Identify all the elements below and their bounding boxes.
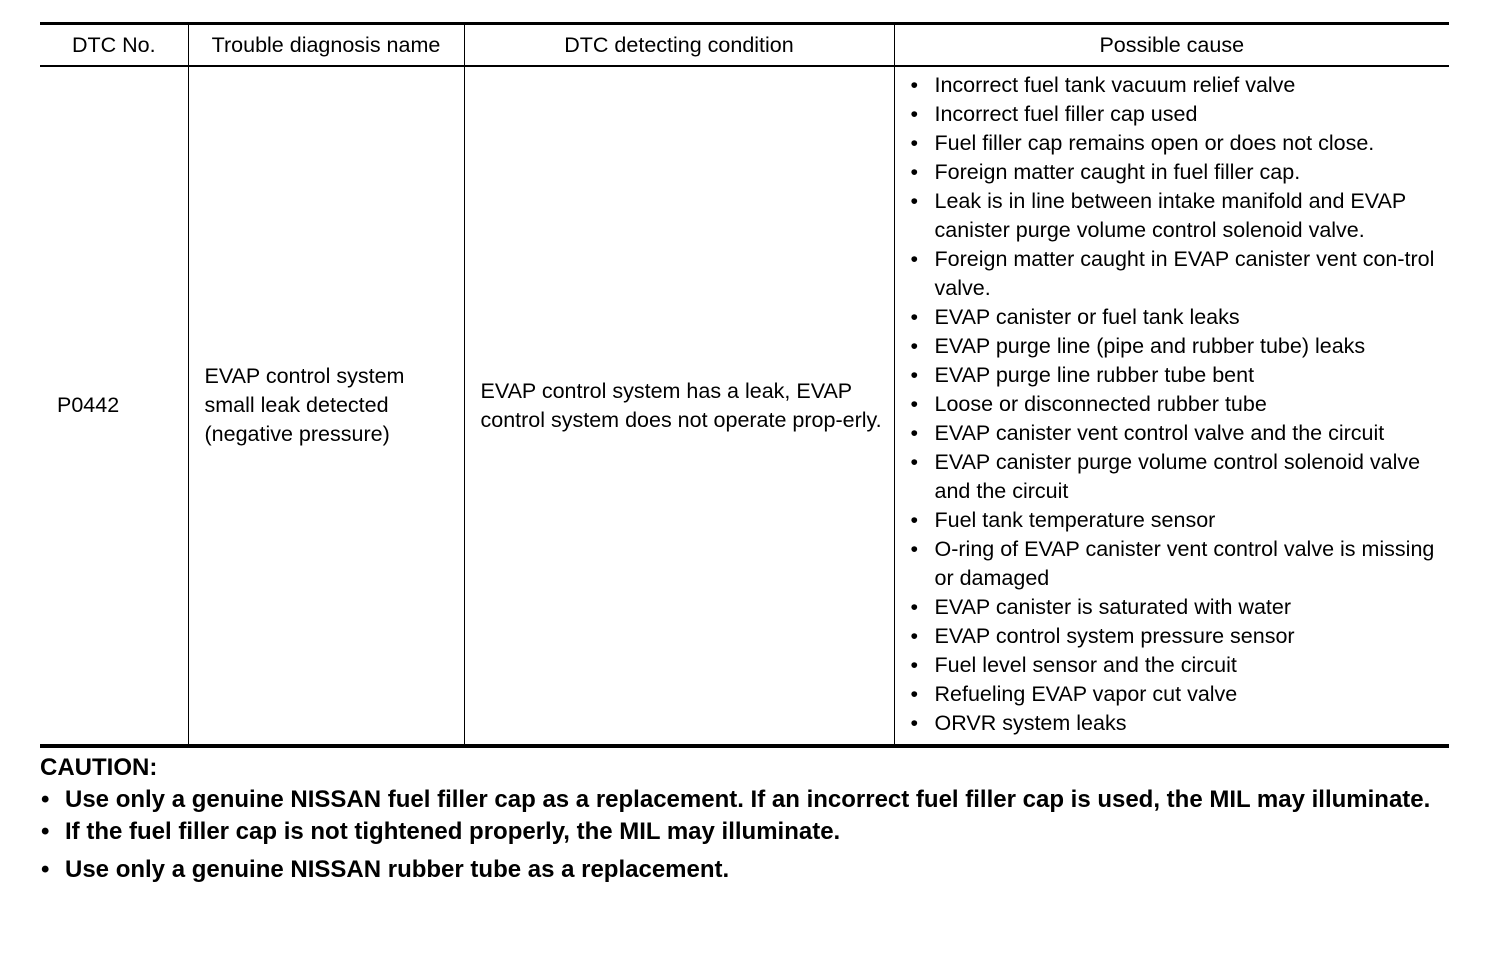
bullet-icon: • — [910, 624, 919, 648]
cell-dtc-no: P0442 — [40, 66, 188, 746]
table-row — [40, 66, 1449, 746]
caution-title: CAUTION: — [40, 754, 158, 781]
possible-cause-item — [911, 506, 1442, 535]
possible-cause-text: EVAP control system pressure sensor — [934, 624, 1295, 648]
bullet-icon: • — [910, 711, 919, 735]
dtc-table-header — [40, 24, 1449, 67]
possible-cause-item — [911, 158, 1442, 187]
bullet-icon: • — [910, 508, 919, 532]
possible-cause-item — [911, 361, 1442, 390]
possible-cause-list — [911, 71, 1442, 738]
caution-list — [40, 784, 1449, 886]
bullet-icon: • — [910, 334, 919, 358]
possible-cause-item — [911, 535, 1442, 593]
possible-cause-item — [911, 129, 1442, 158]
possible-cause-text: Incorrect fuel tank vacuum relief valve — [934, 73, 1296, 97]
cell-diagnosis-name: EVAP control system small leak detected (negative pressure) — [188, 66, 464, 746]
possible-cause-text: Loose or disconnected rubber tube — [934, 392, 1267, 416]
possible-cause-text: EVAP canister purge volume control solenoid valve and the circuit — [934, 450, 1421, 503]
header-trouble-diagnosis-name: Trouble diagnosis name — [188, 24, 464, 67]
caution-item-text: Use only a genuine NISSAN rubber tube as a replacement. — [65, 856, 730, 883]
possible-cause-item — [911, 680, 1442, 709]
possible-cause-item — [911, 187, 1442, 245]
possible-cause-item — [911, 448, 1442, 506]
caution-item-text: Use only a genuine NISSAN fuel filler cap as a replacement. If an incorrect fuel filler cap is used, the MIL may illuminate. — [65, 786, 1431, 813]
possible-cause-item — [911, 709, 1442, 738]
caution-item — [40, 854, 1449, 886]
possible-cause-text: Fuel level sensor and the circuit — [934, 653, 1237, 677]
possible-cause-item — [911, 245, 1442, 303]
bullet-icon: • — [910, 131, 919, 155]
bullet-icon: • — [41, 818, 50, 845]
dtc-table — [40, 22, 1449, 748]
caution-item — [40, 784, 1449, 816]
cell-detecting-condition: EVAP control system has a leak, EVAP control system does not operate prop-erly. — [464, 66, 894, 746]
header-dtc-no: DTC No. — [40, 24, 188, 67]
possible-cause-text: EVAP purge line rubber tube bent — [934, 363, 1255, 387]
caution-block — [40, 752, 1449, 886]
bullet-icon: • — [910, 305, 919, 329]
bullet-icon: • — [910, 189, 919, 213]
possible-cause-item — [911, 332, 1442, 361]
bullet-icon: • — [910, 363, 919, 387]
possible-cause-text: Foreign matter caught in fuel filler cap. — [934, 160, 1301, 184]
possible-cause-text: EVAP canister vent control valve and the circuit — [934, 421, 1385, 445]
possible-cause-text: Fuel filler cap remains open or does not close. — [934, 131, 1375, 155]
caution-item-text: If the fuel filler cap is not tightened properly, the MIL may illuminate. — [65, 818, 841, 845]
bullet-icon: • — [910, 653, 919, 677]
bullet-icon: • — [910, 160, 919, 184]
header-dtc-detecting-condition: DTC detecting condition — [464, 24, 894, 67]
possible-cause-text: O-ring of EVAP canister vent control valve is missing or damaged — [934, 537, 1435, 590]
bullet-icon: • — [910, 73, 919, 97]
possible-cause-text: EVAP canister or fuel tank leaks — [934, 305, 1240, 329]
bullet-icon: • — [910, 450, 919, 474]
possible-cause-text: Foreign matter caught in EVAP canister vent con-trol valve. — [934, 247, 1435, 300]
bullet-icon: • — [910, 537, 919, 561]
possible-cause-item — [911, 100, 1442, 129]
document-page — [40, 22, 1449, 886]
possible-cause-text: Fuel tank temperature sensor — [934, 508, 1216, 532]
bullet-icon: • — [910, 102, 919, 126]
cell-possible-cause — [894, 66, 1449, 746]
possible-cause-text: EVAP purge line (pipe and rubber tube) leaks — [934, 334, 1366, 358]
possible-cause-text: Refueling EVAP vapor cut valve — [934, 682, 1238, 706]
bullet-icon: • — [41, 856, 50, 883]
possible-cause-item — [911, 419, 1442, 448]
header-possible-cause: Possible cause — [894, 24, 1449, 67]
possible-cause-text: ORVR system leaks — [934, 711, 1127, 735]
possible-cause-item — [911, 593, 1442, 622]
possible-cause-item — [911, 303, 1442, 332]
possible-cause-text: EVAP canister is saturated with water — [934, 595, 1292, 619]
caution-item — [40, 816, 1449, 848]
possible-cause-text: Incorrect fuel filler cap used — [934, 102, 1198, 126]
bullet-icon: • — [910, 595, 919, 619]
possible-cause-item — [911, 390, 1442, 419]
bullet-icon: • — [910, 247, 919, 271]
bullet-icon: • — [910, 682, 919, 706]
possible-cause-item — [911, 622, 1442, 651]
bullet-icon: • — [41, 786, 50, 813]
possible-cause-item — [911, 71, 1442, 100]
bullet-icon: • — [910, 392, 919, 416]
bullet-icon: • — [910, 421, 919, 445]
possible-cause-text: Leak is in line between intake manifold and EVAP canister purge volume control solenoid valve. — [934, 189, 1406, 242]
possible-cause-item — [911, 651, 1442, 680]
